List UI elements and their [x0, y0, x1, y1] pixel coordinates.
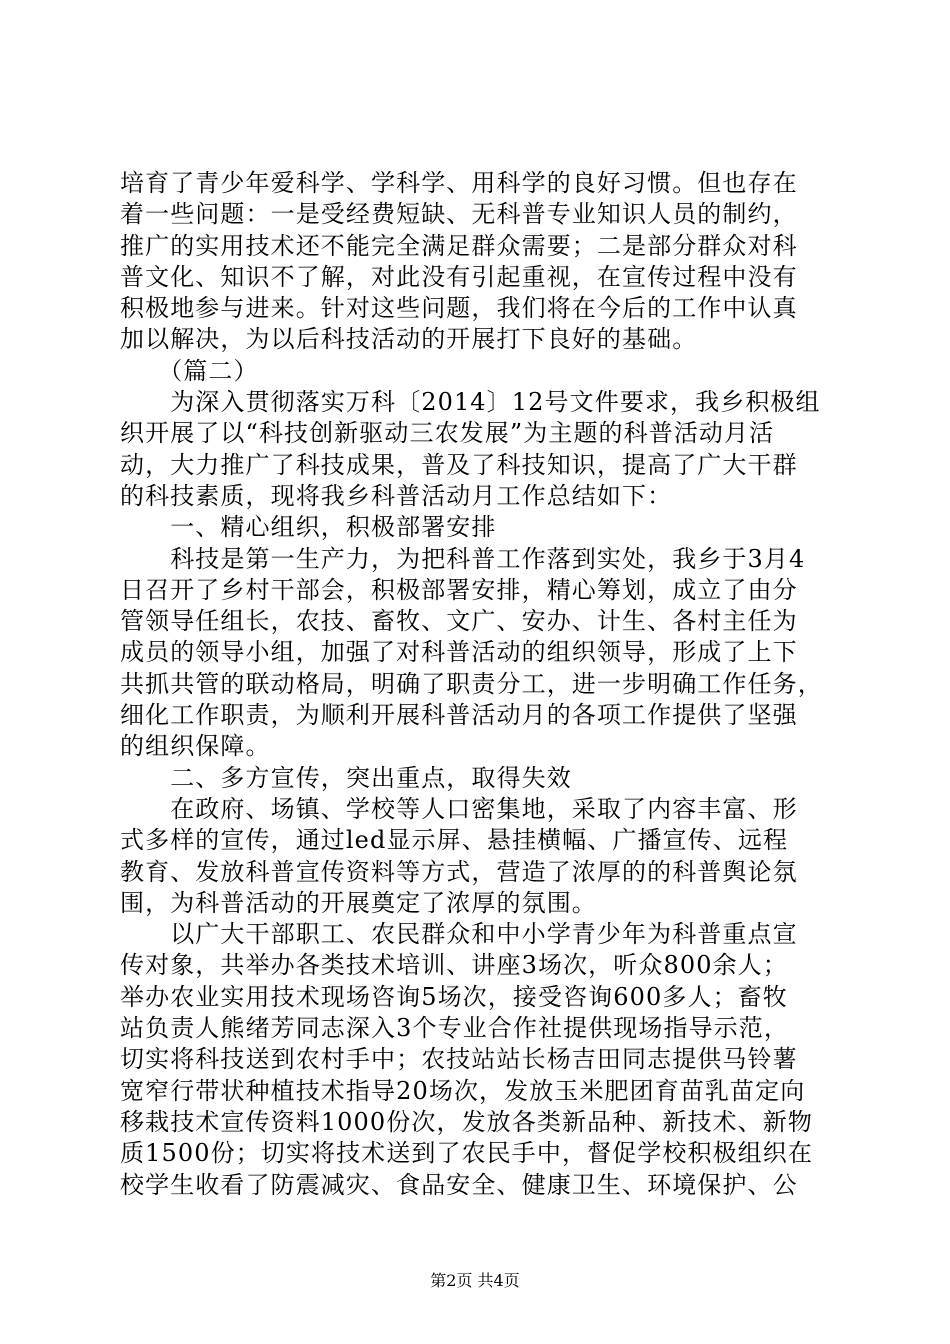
text-line: 普文化、知识不了解，对此没有引起重视，在宣传过程中没有: [120, 262, 798, 291]
document-body: [120, 168, 832, 1201]
text-line: 举办农业实用技术现场咨询5场次，接受咨询600多人；畜牧: [120, 982, 788, 1011]
text-line: 的组织保障。: [120, 732, 271, 761]
text-line: 细化工作职责，为顺利开展科普活动月的各项工作提供了坚强: [120, 701, 798, 730]
section-label: （篇二）: [120, 356, 259, 385]
text-line: 成员的领导小组，加强了对科普活动的组织领导，形成了上下: [120, 638, 798, 667]
text-line: 质1500份；切实将技术送到了农民手中，督促学校积极组织在: [120, 1139, 813, 1168]
text-line: 校学生收看了防震减灾、食品安全、健康卫生、环境保护、公: [120, 1170, 798, 1199]
text-line: 传对象，共举办各类技术培训、讲座3场次，听众800余人；: [120, 951, 788, 980]
section-heading: 二、多方宣传，突出重点，取得失效: [120, 763, 572, 792]
text-line: 着一些问题：一是受经费短缺、无科普专业知识人员的制约，: [120, 200, 798, 229]
section-heading: 一、精心组织，积极部署安排: [120, 513, 497, 542]
text-line: 的科技素质，现将我乡科普活动月工作总结如下：: [120, 481, 673, 510]
text-line: 织开展了以“科技创新驱动三农发展”为主题的科普活动月活: [120, 419, 775, 448]
text-line: 推广的实用技术还不能完全满足群众需要；二是部分群众对科: [120, 231, 798, 260]
text-line: 在政府、场镇、学校等人口密集地，采取了内容丰富、形: [120, 794, 798, 823]
text-line: 移栽技术宣传资料1000份次，发放各类新品种、新技术、新物: [120, 1107, 813, 1136]
text-line: 切实将科技送到农村手中；农技站站长杨吉田同志提供马铃薯: [120, 1045, 798, 1074]
text-line: 积极地参与进来。针对这些问题，我们将在今后的工作中认真: [120, 294, 798, 323]
text-line: 站负责人熊绪芳同志深入3个专业合作社提供现场指导示范，: [120, 1014, 789, 1043]
text-line: 式多样的宣传，通过led显示屏、悬挂横幅、广播宣传、远程: [120, 826, 789, 855]
text-line: 加以解决，为以后科技活动的开展打下良好的基础。: [120, 325, 698, 354]
text-line: 共抓共管的联动格局，明确了职责分工，进一步明确工作任务，: [120, 669, 823, 698]
text-line: 教育、发放科普宣传资料等方式，营造了浓厚的的科普舆论氛: [120, 857, 798, 886]
text-line: 日召开了乡村干部会，积极部署安排，精心筹划，成立了由分: [120, 575, 798, 604]
text-line: 管领导任组长，农技、畜牧、文广、安办、计生、各村主任为: [120, 607, 798, 636]
text-line: 宽窄行带状种植技术指导20场次，发放玉米肥团育苗乳苗定向: [120, 1076, 806, 1105]
text-line: 培育了青少年爱科学、学科学、用科学的良好习惯。但也存在: [120, 169, 798, 197]
text-line: 以广大干部职工、农民群众和中小学青少年为科普重点宣: [120, 920, 798, 949]
text-line: 围，为科普活动的开展奠定了浓厚的氛围。: [120, 888, 597, 917]
text-line: 科技是第一生产力，为把科普工作落到实处，我乡于3月4: [120, 544, 806, 573]
text-line: 为深入贯彻落实万科〔2014〕12号文件要求，我乡积极组: [120, 388, 821, 417]
text-line: 动，大力推广了科技成果，普及了科技知识，提高了广大干群: [120, 450, 798, 479]
page-footer: 第2页 共4页: [430, 1271, 520, 1290]
